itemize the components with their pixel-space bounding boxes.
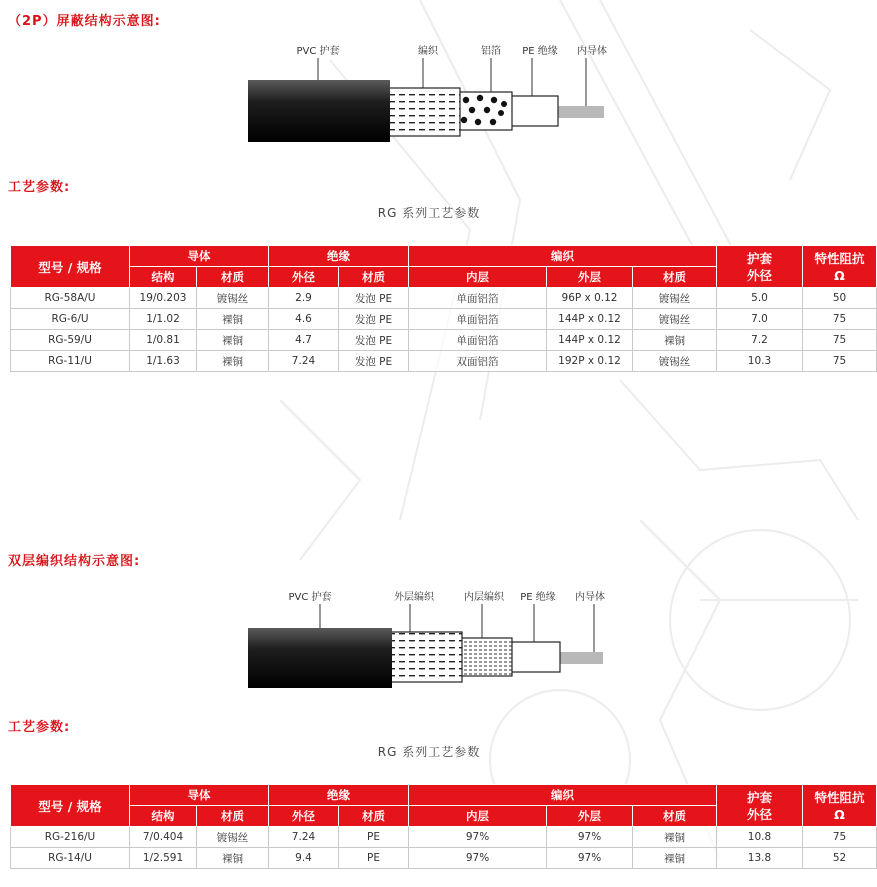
col-inner-layer: 内层 [409, 267, 547, 288]
cell: 7.2 [717, 330, 803, 351]
col-insulation-od: 外径 [269, 806, 339, 827]
cell: 裸铜 [197, 309, 269, 330]
cell: 75 [803, 330, 877, 351]
cell: 4.6 [269, 309, 339, 330]
spec-table-1 [10, 245, 877, 372]
col-insulation-material: 材质 [339, 267, 409, 288]
cell: 10.3 [717, 351, 803, 372]
col-conductor-material: 材质 [197, 806, 269, 827]
col-conductor: 导体 [130, 246, 269, 267]
section1-params-title: 工艺参数: [8, 180, 71, 195]
col-jacket-od: 护套 外径 [717, 246, 803, 288]
col-insulation-material: 材质 [339, 806, 409, 827]
cell: 镀锡丝 [197, 827, 269, 848]
label-pvc-jacket: PVC 护套 [296, 46, 340, 57]
table-row [11, 827, 877, 848]
col-braid-material: 材质 [633, 806, 717, 827]
col-braid-material: 材质 [633, 267, 717, 288]
cell: 镀锡丝 [197, 288, 269, 309]
cell: 发泡 PE [339, 351, 409, 372]
cell: 13.8 [717, 848, 803, 869]
cell: 单面铝箔 [409, 309, 547, 330]
cell: 2.9 [269, 288, 339, 309]
section2-table-caption: RG 系列工艺参数 [377, 745, 481, 759]
spec-table-2 [10, 784, 877, 869]
cell: 75 [803, 309, 877, 330]
cell: 75 [803, 827, 877, 848]
col-conductor-material: 材质 [197, 267, 269, 288]
cell: 裸铜 [197, 351, 269, 372]
cell: 192P x 0.12 [547, 351, 633, 372]
cell: 97% [547, 848, 633, 869]
cell: 97% [409, 848, 547, 869]
cell: 裸铜 [633, 827, 717, 848]
section1-title: （2P）屏蔽结构示意图: [8, 14, 161, 29]
cell: 裸铜 [633, 848, 717, 869]
col-outer-layer: 外层 [547, 267, 633, 288]
table-row [11, 351, 877, 372]
col-jacket-od: 护套 外径 [717, 785, 803, 827]
col-insulation: 绝缘 [269, 785, 409, 806]
cell: 1/2.591 [130, 848, 197, 869]
label-pe-insulation: PE 绝缘 [522, 46, 558, 57]
label-inner-braid: 内层编织 [464, 592, 504, 603]
cell: RG-216/U [11, 827, 130, 848]
cell: 镀锡丝 [633, 309, 717, 330]
cell: 19/0.203 [130, 288, 197, 309]
cell: 裸铜 [633, 330, 717, 351]
col-structure: 结构 [130, 267, 197, 288]
cell: 双面铝箔 [409, 351, 547, 372]
col-model: 型号 / 规格 [11, 246, 130, 288]
cell: 裸铜 [197, 330, 269, 351]
col-structure: 结构 [130, 806, 197, 827]
cell: 144P x 0.12 [547, 330, 633, 351]
section2-title: 双层编织结构示意图: [8, 554, 141, 569]
cell: 镀锡丝 [633, 351, 717, 372]
label-inner-conductor: 内导体 [575, 592, 605, 603]
col-insulation: 绝缘 [269, 246, 409, 267]
section1-table-caption: RG 系列工艺参数 [377, 206, 481, 220]
cell: 50 [803, 288, 877, 309]
cell: 7/0.404 [130, 827, 197, 848]
cell: 7.24 [269, 351, 339, 372]
cell: 7.0 [717, 309, 803, 330]
cell: 1/0.81 [130, 330, 197, 351]
cell: PE [339, 848, 409, 869]
col-braid: 编织 [409, 785, 717, 806]
cell: 96P x 0.12 [547, 288, 633, 309]
cell: RG-59/U [11, 330, 130, 351]
label-foil: 铝箔 [481, 46, 501, 57]
label-outer-braid: 外层编织 [394, 592, 434, 603]
cell: RG-6/U [11, 309, 130, 330]
section2-params-title: 工艺参数: [8, 720, 71, 735]
label-braid: 编织 [418, 46, 438, 57]
col-impedance: 特性阻抗 Ω [803, 785, 877, 827]
col-braid: 编织 [409, 246, 717, 267]
col-insulation-od: 外径 [269, 267, 339, 288]
table-row [11, 330, 877, 351]
table-row [11, 288, 877, 309]
cell: 75 [803, 351, 877, 372]
cell: 4.7 [269, 330, 339, 351]
cell: 单面铝箔 [409, 330, 547, 351]
col-inner-layer: 内层 [409, 806, 547, 827]
col-conductor: 导体 [130, 785, 269, 806]
cell: 144P x 0.12 [547, 309, 633, 330]
double-braid-cable-diagram [248, 588, 618, 694]
cell: 1/1.63 [130, 351, 197, 372]
cell: 1/1.02 [130, 309, 197, 330]
label-inner-conductor: 内导体 [577, 46, 607, 57]
cell: 镀锡丝 [633, 288, 717, 309]
cell: 单面铝箔 [409, 288, 547, 309]
cell: 52 [803, 848, 877, 869]
cell: PE [339, 827, 409, 848]
cell: 裸铜 [197, 848, 269, 869]
label-pe-insulation: PE 绝缘 [520, 592, 556, 603]
cell: 10.8 [717, 827, 803, 848]
cell: 发泡 PE [339, 288, 409, 309]
shielded-cable-diagram [248, 42, 618, 148]
cell: RG-11/U [11, 351, 130, 372]
cell: 发泡 PE [339, 330, 409, 351]
cell: 7.24 [269, 827, 339, 848]
cell: 5.0 [717, 288, 803, 309]
cell: 发泡 PE [339, 309, 409, 330]
cell: 9.4 [269, 848, 339, 869]
col-outer-layer: 外层 [547, 806, 633, 827]
cell: 97% [409, 827, 547, 848]
cell: RG-58A/U [11, 288, 130, 309]
col-model: 型号 / 规格 [11, 785, 130, 827]
table-row [11, 848, 877, 869]
label-pvc-jacket: PVC 护套 [288, 592, 332, 603]
cell: RG-14/U [11, 848, 130, 869]
table-row [11, 309, 877, 330]
cell: 97% [547, 827, 633, 848]
col-impedance: 特性阻抗 Ω [803, 246, 877, 288]
